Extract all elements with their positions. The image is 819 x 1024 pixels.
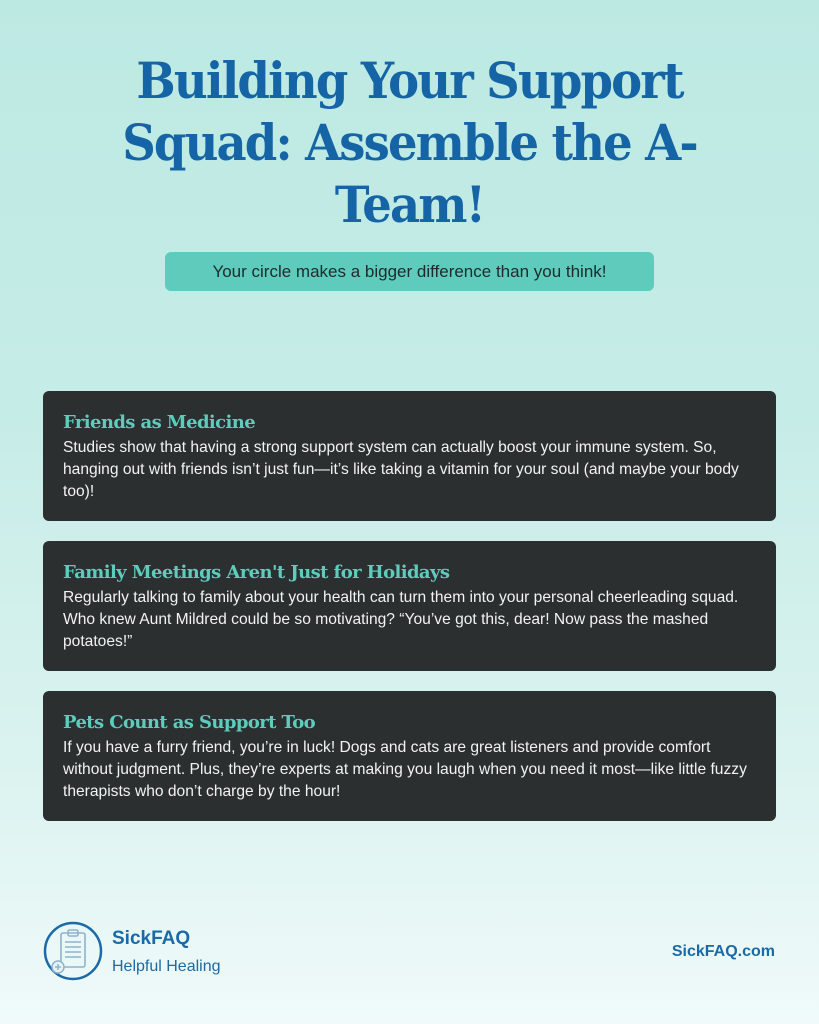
card-title: Friends as Medicine [63, 412, 256, 433]
card-body: Studies show that having a strong support system can actually boost your immune system. So, hanging out with friends isn’t just fun—it’s like taking a vitamin for your soul (and maybe your body too)! [63, 439, 739, 500]
subtitle-text: Your circle makes a bigger difference than you think! [212, 261, 607, 281]
card-title: Pets Count as Support Too [63, 712, 316, 733]
website-link[interactable]: SickFAQ.com [671, 943, 775, 960]
card-friends-as-medicine [43, 391, 776, 521]
page-title: Building Your Support Squad: Assemble the A-Team! [122, 51, 697, 234]
brand-tagline: Helpful Healing [112, 958, 221, 975]
card-body: If you have a furry friend, you’re in luck! Dogs and cats are great listeners and provide comfort without judgment. Plus, they’re experts at making you laugh when you need it most—like little fuzzy therapists who don’t charge by the hour! [63, 739, 747, 800]
clipboard-icon [43, 921, 103, 981]
card-title: Family Meetings Aren't Just for Holidays [63, 562, 450, 583]
card-pets-count [43, 691, 776, 821]
card-body: Regularly talking to family about your health can turn them into your personal cheerleading squad. Who knew Aunt Mildred could be so motivating? “You’ve got this, dear! Now pass the mashed potatoes!” [63, 589, 739, 650]
card-family-meetings [43, 541, 776, 671]
brand-name: SickFAQ [112, 928, 191, 949]
subtitle-banner [165, 252, 654, 291]
